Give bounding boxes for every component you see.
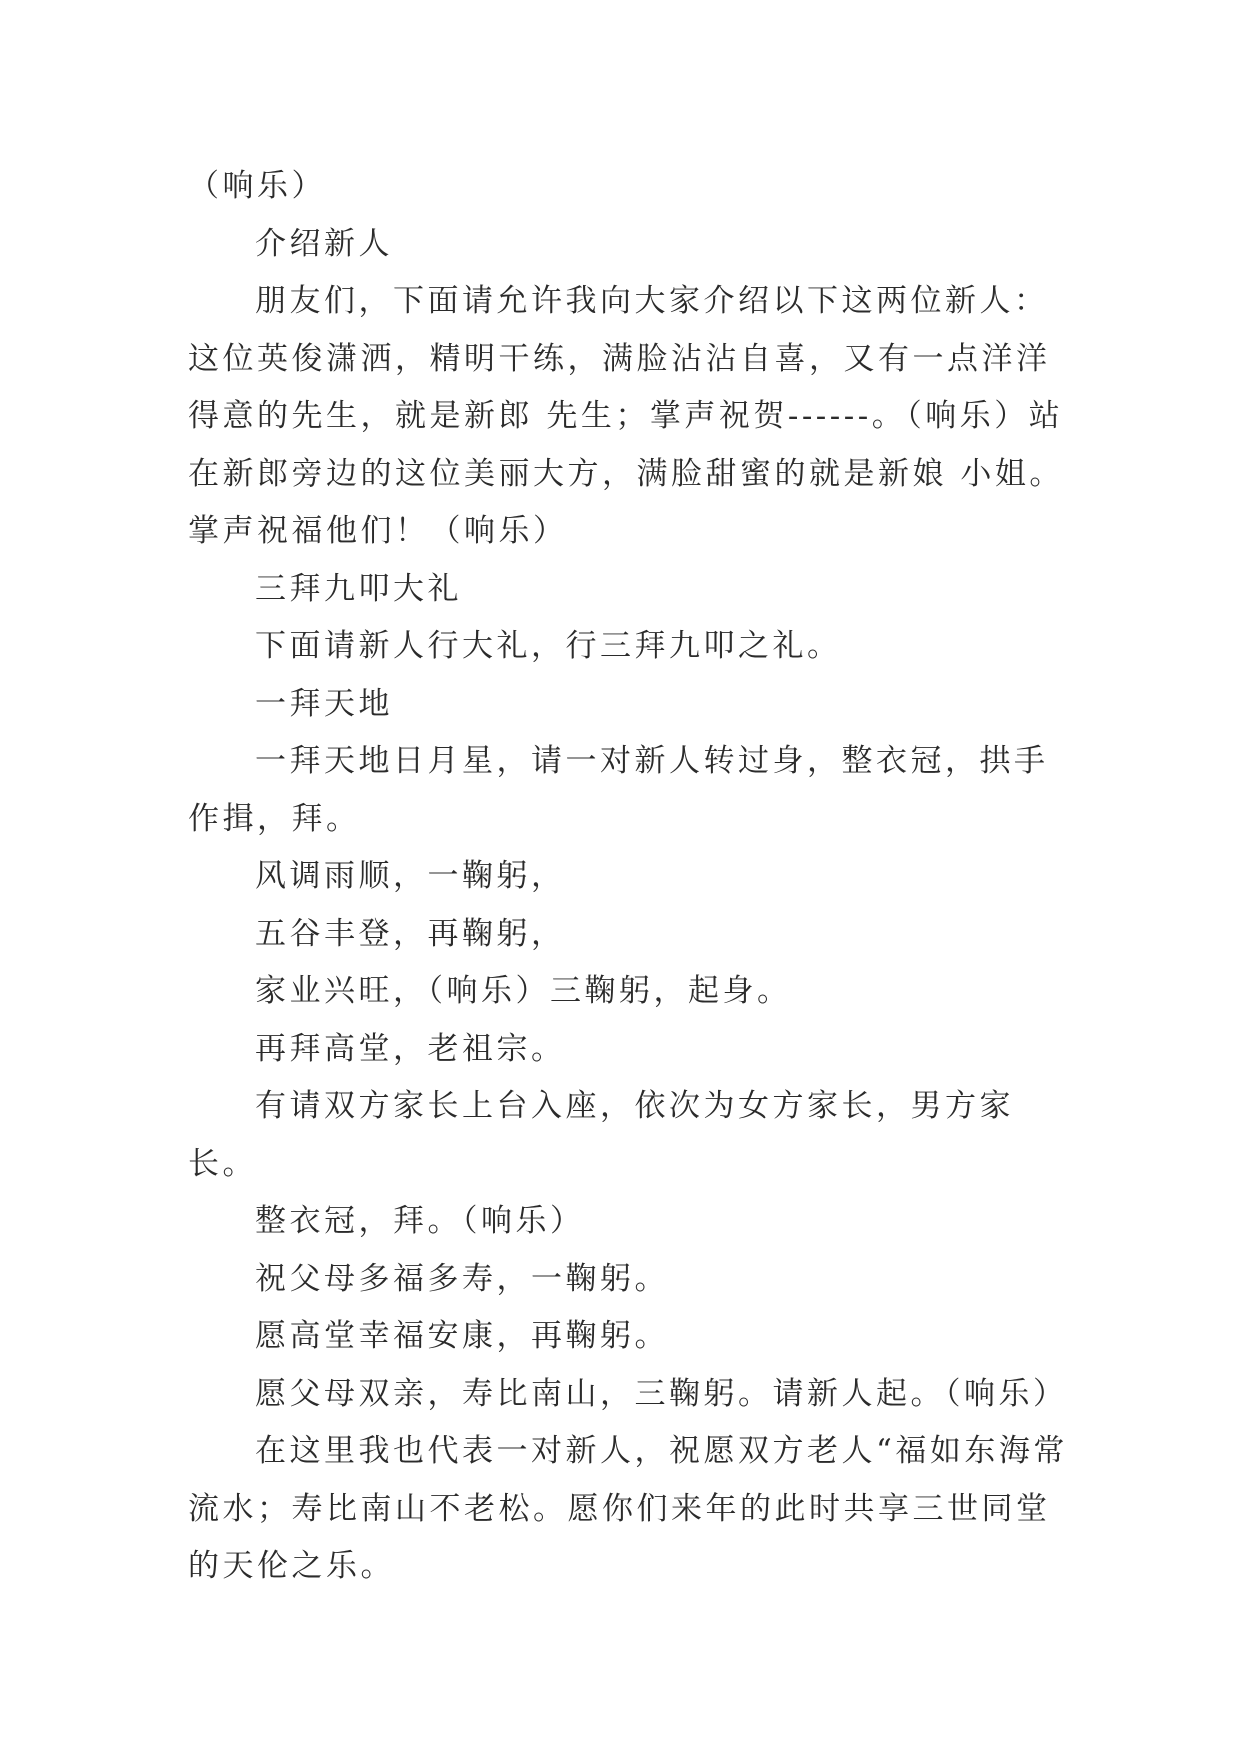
heading-introduce-couple: 介绍新人	[255, 225, 393, 262]
line-invite-parents: 有请双方家长上台入座，依次为女方家长，男方家长。	[188, 1088, 1014, 1182]
line-bow-parents: 整衣冠，拜。（响乐）	[255, 1203, 585, 1239]
line-parents-bow-3: 愿父母双亲，寿比南山，三鞠躬。请新人起。（响乐）	[255, 1375, 1068, 1412]
paragraph-ceremony-intro: 下面请新人行大礼，行三拜九叩之礼。	[255, 628, 842, 664]
line-second-bow: 再拜高堂，老祖宗。	[255, 1030, 566, 1067]
paragraph-music-cue: （响乐）	[188, 168, 326, 204]
line-bow-1: 风调雨顺，一鞠躬，	[255, 858, 566, 894]
document-body	[188, 158, 1070, 1596]
paragraph-first-bow: 一拜天地日月星，请一对新人转过身，整衣冠，拱手作揖，拜。	[188, 743, 1049, 837]
line-bow-3: 家业兴旺，（响乐）三鞠躬，起身。	[255, 973, 792, 1009]
line-parents-bow-1: 祝父母多福多寿，一鞠躬。	[255, 1260, 669, 1297]
paragraph-introduction: 朋友们，下面请允许我向大家介绍以下这两位新人：这位英俊潇洒，精明干练，满脸沾沾自喜，又有一点洋洋得意的先生，就是新郎 先生；掌声祝贺------。（响乐）站在新郎旁边的这位美丽大方，满脸甜蜜的就是新娘 小姐。掌声祝福他们！（响乐）	[188, 283, 1064, 549]
heading-ceremony: 三拜九叩大礼	[255, 570, 462, 607]
paragraph-blessing: 在这里我也代表一对新人，祝愿双方老人“福如东海常流水；寿比南山不老松。愿你们来年的此时共享三世同堂的天伦之乐。	[188, 1433, 1068, 1584]
heading-first-bow: 一拜天地	[255, 685, 393, 722]
line-parents-bow-2: 愿高堂幸福安康，再鞠躬。	[255, 1318, 669, 1354]
line-bow-2: 五谷丰登，再鞠躬，	[255, 915, 566, 952]
